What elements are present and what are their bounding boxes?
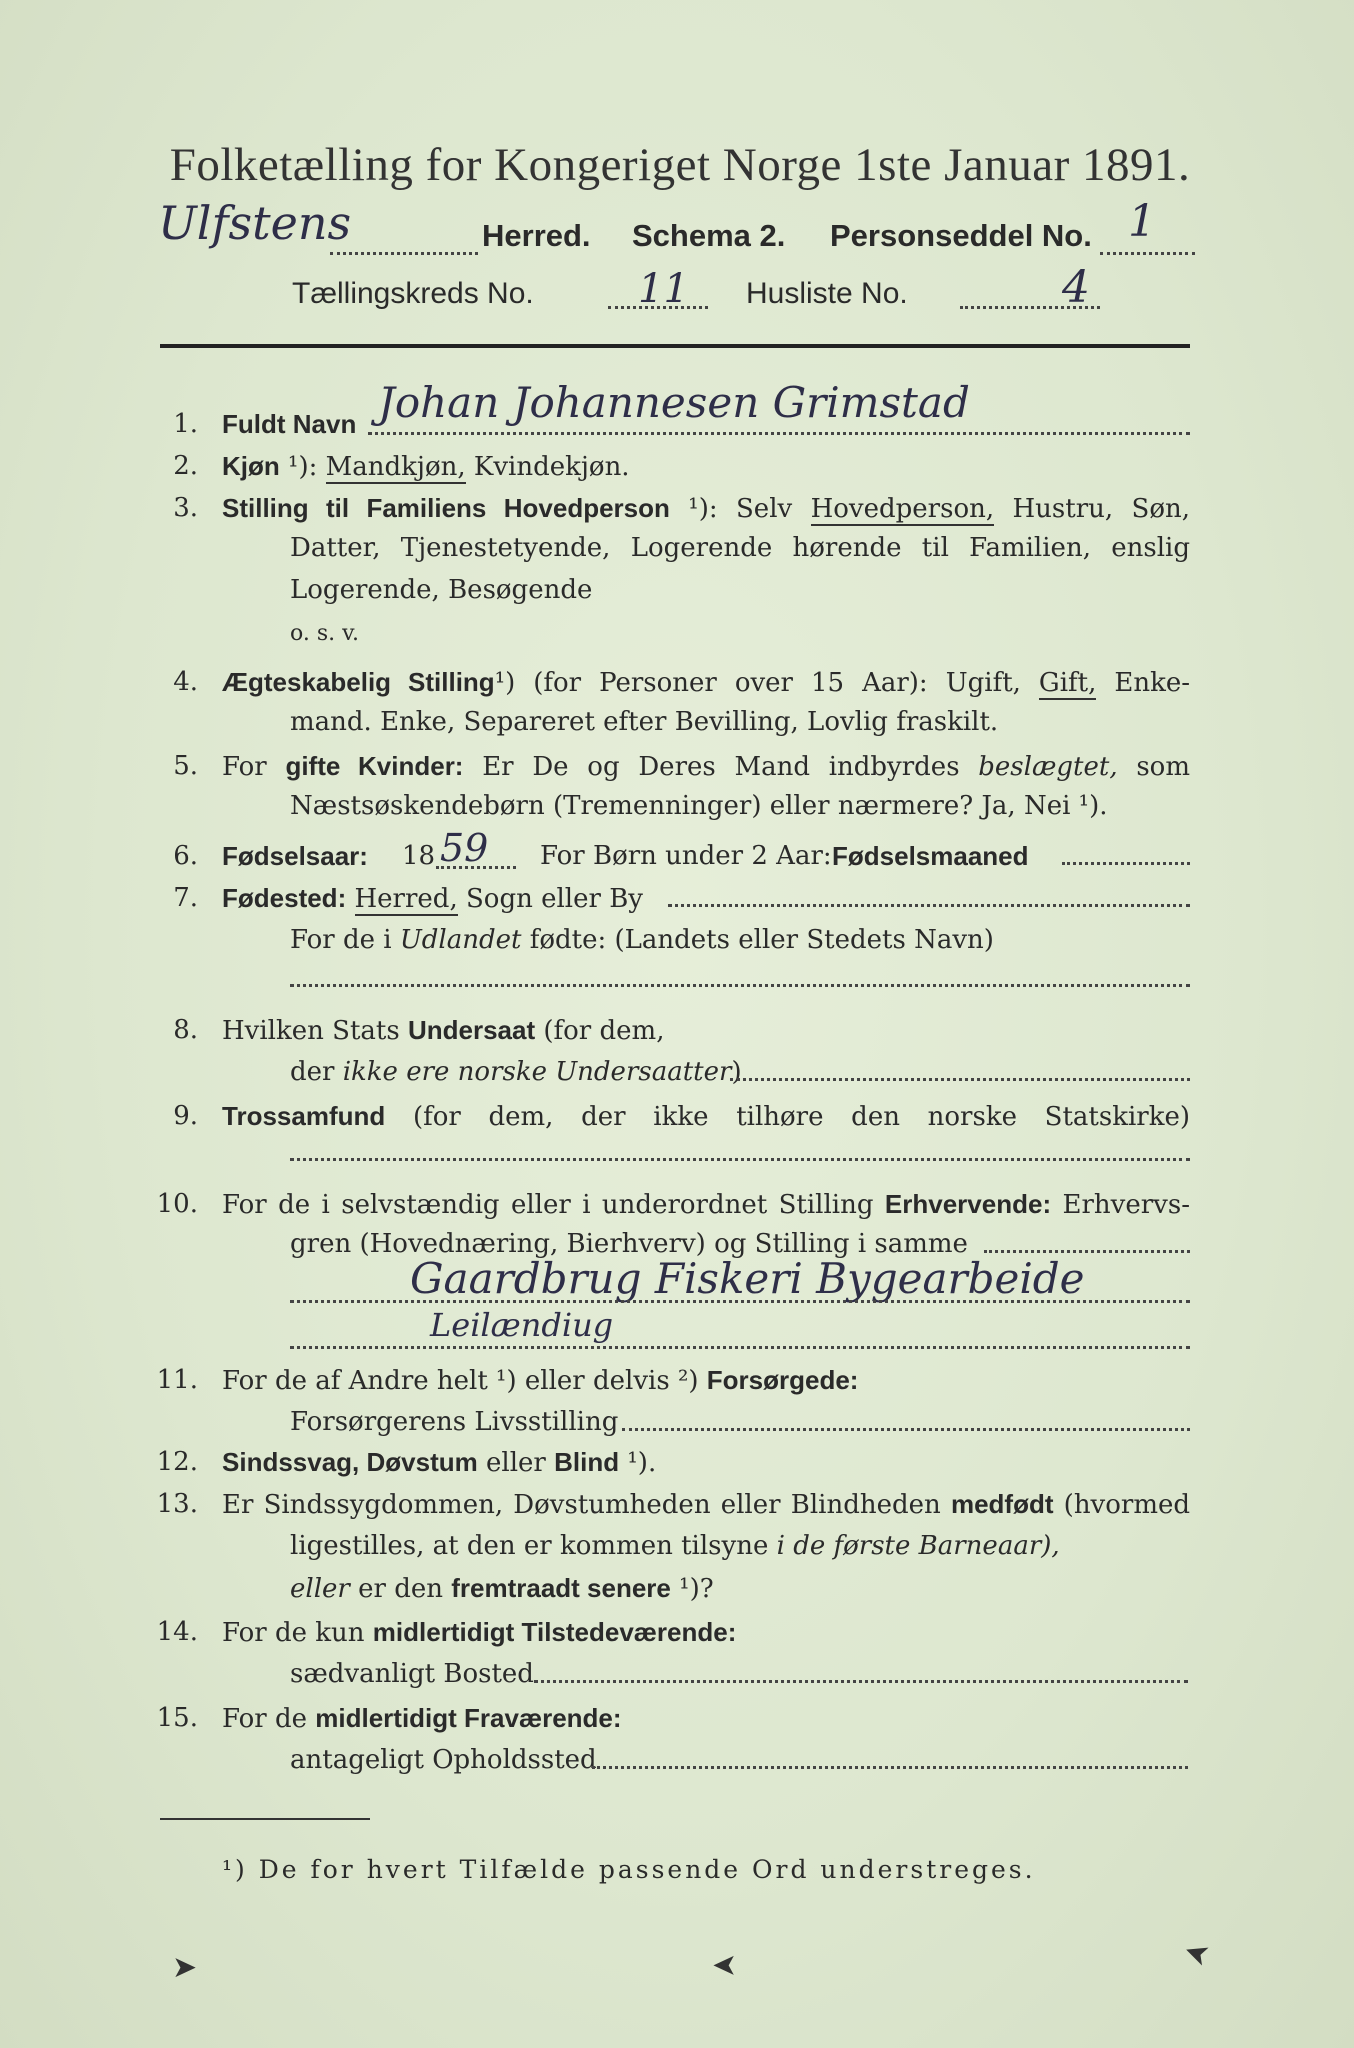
q5-line2: Næstsøskendebørn (Tremenninger) eller nærmere? Ja, Nei ¹). xyxy=(290,791,1108,821)
corner-mark-right-icon: ➤ xyxy=(1178,1932,1215,1975)
q3-line3: Logerende, Besøgende xyxy=(290,575,593,605)
husliste-label: Husliste No. xyxy=(746,277,908,310)
q14-dotline xyxy=(534,1680,1188,1683)
q14-line2: sædvanligt Bosted xyxy=(290,1659,534,1689)
q9-label: Trossamfund xyxy=(222,1101,386,1131)
q5-line1-a: Er De og Deres Mand indbyrdes xyxy=(482,752,960,782)
q14-pre: For de kun xyxy=(222,1618,365,1648)
q7-number: 7. xyxy=(173,883,198,913)
herred-dotline xyxy=(330,252,478,255)
q2-line xyxy=(222,448,630,485)
q8-line1-a: Hvilken Stats xyxy=(222,1016,400,1046)
q14-number: 14. xyxy=(156,1617,198,1647)
q3-label: Stilling til Familiens Hovedperson xyxy=(222,493,670,523)
header-rule xyxy=(160,344,1190,348)
q5-number: 5. xyxy=(173,751,198,781)
q11-line2: Forsørgerens Livsstilling xyxy=(290,1407,619,1437)
q3-line1 xyxy=(222,490,1190,527)
q12-text: eller xyxy=(486,1448,546,1478)
q3-line1-rest: Hustru, Søn, xyxy=(1012,494,1191,524)
q5-line1 xyxy=(222,748,1190,785)
q10-line1-b: Erhvervs- xyxy=(1062,1190,1190,1220)
q7-line2-a: For de i xyxy=(290,925,392,955)
footnote: ¹) De for hvert Tilfælde passende Ord understreges. xyxy=(222,1855,1036,1884)
kreds-no-handwritten: 11 xyxy=(638,266,689,312)
q5-label: gifte Kvinder: xyxy=(285,751,464,781)
q10-occupation-handwritten: Gaardbrug Fiskeri Bygearbeide xyxy=(410,1254,1085,1303)
corner-mark-center-icon: ➤ xyxy=(712,1948,738,1983)
q10-line1-a: For de i selvstændig eller i underordnet Stilling xyxy=(222,1190,874,1220)
q13-line2 xyxy=(290,1528,1060,1564)
q14-line1 xyxy=(222,1614,736,1651)
q15-line2: antageligt Opholdssted xyxy=(290,1745,597,1775)
q1-dotline xyxy=(368,432,1190,435)
q4-label: Ægteskabelig Stilling xyxy=(222,667,495,697)
q11-line1-a: For de af Andre helt ¹) eller delvis ²) xyxy=(222,1366,699,1396)
q6-label2: Fødselsmaaned xyxy=(832,841,1029,871)
q13-line1-b: (hvormed xyxy=(1063,1490,1191,1520)
personseddel-no-handwritten: 1 xyxy=(1128,196,1156,247)
q15-line1 xyxy=(222,1700,622,1737)
q7-line1 xyxy=(222,880,643,917)
q3-line2: Datter, Tjenestetyende, Logerende hørende til Familien, enslig xyxy=(290,533,1190,563)
q2-opt-mandkjon: Mandkjøn, xyxy=(325,452,466,482)
q10-tenure-handwritten: Leilændiug xyxy=(430,1306,614,1344)
q5-beslaegtet: beslægtet, xyxy=(978,752,1118,782)
personseddel-dotline xyxy=(1100,252,1195,255)
q7-label: Fødested: xyxy=(222,883,347,913)
q9-number: 9. xyxy=(173,1101,198,1131)
q6-year-handwritten: 59 xyxy=(440,826,489,870)
q11-label: Forsørgede: xyxy=(706,1365,859,1395)
kreds-label: Tællingskreds No. xyxy=(292,277,534,310)
q13-label2: fremtraadt senere xyxy=(451,1573,671,1603)
q11-dotline xyxy=(622,1428,1190,1431)
q3-selv: Selv xyxy=(736,494,793,524)
q7-udlandet: Udlandet xyxy=(399,925,522,955)
q6-prefix: 18 xyxy=(402,841,436,871)
q7-line2 xyxy=(290,922,994,958)
q6-number: 6. xyxy=(173,841,198,871)
q3-number: 3. xyxy=(173,493,198,523)
q10-number: 10. xyxy=(156,1189,198,1219)
q3-line4: o. s. v. xyxy=(290,621,359,646)
q11-number: 11. xyxy=(156,1365,198,1395)
schema-label: Schema 2. xyxy=(632,218,786,253)
q10-label: Erhvervende: xyxy=(884,1189,1052,1219)
q5-line1-b: som xyxy=(1136,752,1190,782)
q3-opt-hovedperson: Hovedperson, xyxy=(810,494,995,524)
personseddel-label: Personseddel No. xyxy=(830,218,1092,253)
q4-line1-b: Enke- xyxy=(1114,668,1191,698)
q12-label1: Sindssvag, Døvstum xyxy=(222,1447,478,1477)
q7-rest: Sogn eller By xyxy=(465,884,643,914)
corner-mark-left-icon: ➤ xyxy=(172,1950,198,1985)
q1-number: 1. xyxy=(173,409,198,439)
q15-dotline xyxy=(592,1766,1188,1769)
q9-text: (for dem, der ikke tilhøre den norske Statskirke) xyxy=(412,1102,1190,1132)
q13-line1 xyxy=(222,1486,1190,1523)
q13-line3-b: ¹)? xyxy=(679,1574,714,1604)
q4-opt-gift: Gift, xyxy=(1038,668,1097,698)
q8-line1 xyxy=(222,1012,664,1049)
q12-label2: Blind xyxy=(554,1447,620,1477)
q4-number: 4. xyxy=(173,667,198,697)
q12-number: 12. xyxy=(156,1447,198,1477)
q14-label: midlertidigt Tilstedeværende: xyxy=(372,1617,737,1647)
q8-line2-a: der xyxy=(290,1057,335,1087)
q13-line3 xyxy=(290,1570,714,1607)
q8-line2: der ikke ere norske Undersaatter) xyxy=(290,1057,742,1087)
q10-dotline2 xyxy=(290,1300,1190,1303)
q10-dotline3 xyxy=(290,1346,1190,1349)
q12-line1 xyxy=(222,1444,656,1481)
q8-label: Undersaat xyxy=(407,1015,536,1045)
q13-line2-a: ligestilles, at den er kommen tilsyne xyxy=(290,1531,769,1561)
footnote-rule xyxy=(160,1818,370,1820)
q7-dotline2 xyxy=(290,984,1190,987)
q13-line1-a: Er Sindssygdommen, Døvstumheden eller Blindheden xyxy=(222,1490,941,1520)
q7-opt-herred: Herred, xyxy=(354,884,458,914)
q13-label: medfødt xyxy=(950,1489,1054,1519)
q4-line1-a: ¹) (for Personer over 15 Aar): Ugift, xyxy=(494,668,1021,698)
q15-label: midlertidigt Fraværende: xyxy=(315,1703,622,1733)
q2-opt-kvindekjon: Kvindekjøn. xyxy=(473,452,630,482)
q2-number: 2. xyxy=(173,451,198,481)
q2-sup: ¹): xyxy=(288,452,318,482)
q1-name-handwritten: Johan Johannesen Grimstad xyxy=(378,378,970,427)
q6-month-dotline xyxy=(1062,862,1190,865)
q4-line1 xyxy=(222,664,1190,701)
q13-line3-a: er den xyxy=(358,1574,443,1604)
q6-text: For Børn under 2 Aar: xyxy=(540,841,832,871)
q7-line2-b: fødte: (Landets eller Stedets Navn) xyxy=(529,925,994,955)
q4-line2: mand. Enke, Separeret efter Bevilling, Lovlig fraskilt. xyxy=(290,707,999,737)
q6-year-dotline xyxy=(436,866,516,869)
form-title: Folketælling for Kongeriget Norge 1ste Januar 1891. xyxy=(169,139,1191,191)
q11-line1 xyxy=(222,1362,858,1399)
q5-pre: For xyxy=(222,752,267,782)
husliste-no-handwritten: 4 xyxy=(1062,262,1090,313)
q12-sup: ¹). xyxy=(627,1448,657,1478)
q6-label: Fødselsaar: xyxy=(222,841,368,871)
q9-dotline xyxy=(290,1158,1190,1161)
q3-sup: ¹): xyxy=(688,494,718,524)
q8-line1-b: (for dem, xyxy=(543,1016,665,1046)
q8-ikke-norske: ikke ere norske Undersaatter xyxy=(342,1057,732,1087)
q2-label: Kjøn xyxy=(222,451,280,481)
q9-line1 xyxy=(222,1098,1190,1135)
q10-line2: gren (Hovednæring, Bierhverv) og Stilling i samme xyxy=(290,1229,968,1259)
herred-label: Herred. xyxy=(482,218,591,253)
q15-pre: For de xyxy=(222,1704,307,1734)
q10-line1 xyxy=(222,1186,1190,1223)
herred-name-handwritten: Ulfstens xyxy=(158,196,352,250)
q13-eller: eller xyxy=(290,1574,350,1604)
q15-number: 15. xyxy=(156,1703,198,1733)
q10-dotline1 xyxy=(984,1250,1190,1253)
q13-number: 13. xyxy=(156,1489,198,1519)
q13-barneaar: i de første Barneaar), xyxy=(776,1531,1060,1561)
q8-dotline xyxy=(730,1078,1190,1081)
q1-label: Fuldt Navn xyxy=(222,409,357,439)
q8-number: 8. xyxy=(173,1015,198,1045)
q7-dotline1 xyxy=(668,904,1190,907)
